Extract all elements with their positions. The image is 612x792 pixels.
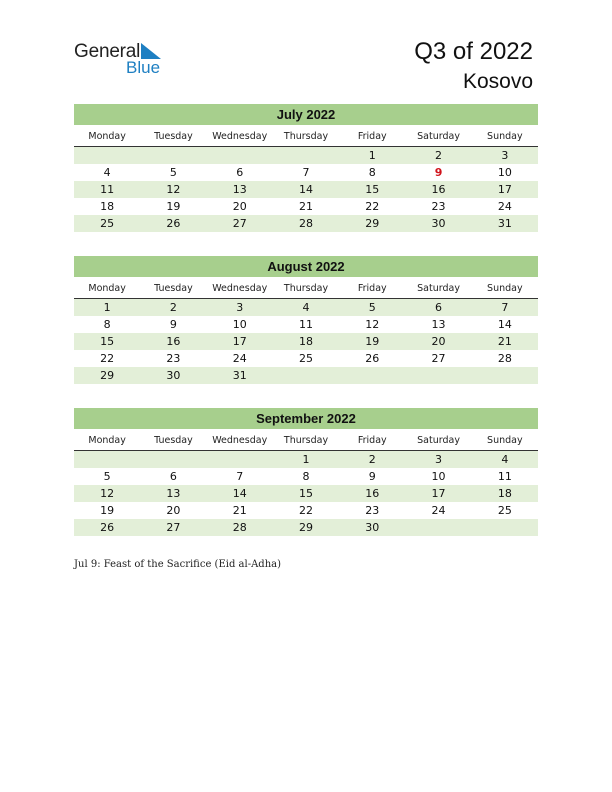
day-cell: 5 bbox=[368, 301, 376, 314]
weekday-label: Thursday bbox=[283, 131, 329, 142]
page-title: Q3 of 2022 bbox=[414, 38, 533, 65]
day-cell: 20 bbox=[166, 504, 181, 517]
week-row bbox=[74, 485, 538, 502]
day-cell: 17 bbox=[497, 183, 512, 196]
day-cell: 25 bbox=[298, 352, 313, 365]
day-cell: 8 bbox=[368, 166, 376, 179]
weekday-label: Wednesday bbox=[212, 131, 268, 142]
day-cell: 2 bbox=[435, 149, 443, 162]
day-cell: 13 bbox=[166, 487, 181, 500]
week-row bbox=[74, 333, 538, 350]
weekday-label: Monday bbox=[88, 283, 126, 294]
week-row bbox=[74, 147, 538, 164]
weekday-label: Tuesday bbox=[154, 435, 193, 446]
day-cell: 22 bbox=[298, 504, 313, 517]
week-row bbox=[74, 215, 538, 232]
day-cell: 8 bbox=[103, 318, 111, 331]
day-cell: 10 bbox=[431, 470, 446, 483]
month-title: July 2022 bbox=[74, 104, 538, 125]
weekday-label: Wednesday bbox=[212, 435, 268, 446]
weekday-label: Saturday bbox=[417, 283, 460, 294]
holiday-notes bbox=[74, 559, 281, 570]
day-cell: 26 bbox=[166, 217, 181, 230]
day-cell: 17 bbox=[232, 335, 247, 348]
day-cell: 16 bbox=[166, 335, 181, 348]
week-row bbox=[74, 519, 538, 536]
day-cell: 1 bbox=[302, 453, 310, 466]
day-cell: 24 bbox=[431, 504, 446, 517]
day-cell bbox=[140, 147, 206, 164]
day-cell: 25 bbox=[497, 504, 512, 517]
weekday-label: Saturday bbox=[417, 435, 460, 446]
day-cell bbox=[405, 519, 471, 536]
day-cell: 30 bbox=[166, 369, 181, 382]
day-cell: 12 bbox=[100, 487, 115, 500]
day-cell: 12 bbox=[166, 183, 181, 196]
weekday-label: Monday bbox=[88, 131, 126, 142]
day-cell: 26 bbox=[100, 521, 115, 534]
weekday-label: Friday bbox=[357, 283, 387, 294]
day-cell: 17 bbox=[431, 487, 446, 500]
day-cell: 9 bbox=[368, 470, 376, 483]
weekday-label: Tuesday bbox=[154, 131, 193, 142]
day-cell: 16 bbox=[431, 183, 446, 196]
day-cell: 31 bbox=[232, 369, 247, 382]
day-cell: 15 bbox=[100, 335, 115, 348]
day-cell: 15 bbox=[298, 487, 313, 500]
day-cell: 28 bbox=[232, 521, 247, 534]
day-cell: 7 bbox=[501, 301, 509, 314]
day-cell: 20 bbox=[232, 200, 247, 213]
day-cell: 24 bbox=[497, 200, 512, 213]
day-cell: 14 bbox=[232, 487, 247, 500]
page-subtitle: Kosovo bbox=[462, 70, 533, 93]
holiday-note: Jul 9: Feast of the Sacrifice (Eid al-Adha) bbox=[74, 559, 281, 570]
day-cell: 5 bbox=[169, 166, 177, 179]
day-cell: 4 bbox=[501, 453, 509, 466]
month-calendar-august bbox=[74, 256, 538, 384]
day-cell: 11 bbox=[100, 183, 115, 196]
day-cell bbox=[140, 451, 206, 468]
day-cell: 6 bbox=[169, 470, 177, 483]
day-cell: 3 bbox=[501, 149, 509, 162]
weekday-label: Thursday bbox=[283, 435, 329, 446]
week-row bbox=[74, 299, 538, 316]
day-cell: 27 bbox=[166, 521, 181, 534]
weekday-label: Wednesday bbox=[212, 283, 268, 294]
day-cell: 11 bbox=[497, 470, 512, 483]
day-cell: 21 bbox=[497, 335, 512, 348]
month-calendar-september bbox=[74, 408, 538, 536]
day-cell: 9 bbox=[434, 166, 443, 179]
weekday-label: Sunday bbox=[487, 131, 523, 142]
month-calendar-july bbox=[74, 104, 538, 232]
day-cell: 7 bbox=[236, 470, 244, 483]
day-cell bbox=[405, 367, 471, 384]
day-cell: 1 bbox=[103, 301, 111, 314]
day-cell: 22 bbox=[100, 352, 115, 365]
day-cell: 18 bbox=[497, 487, 512, 500]
day-cell: 23 bbox=[365, 504, 380, 517]
day-cell: 27 bbox=[232, 217, 247, 230]
day-cell: 30 bbox=[365, 521, 380, 534]
day-cell: 18 bbox=[100, 200, 115, 213]
day-cell: 10 bbox=[232, 318, 247, 331]
weekday-label: Sunday bbox=[487, 283, 523, 294]
day-cell bbox=[472, 519, 538, 536]
weeks-container bbox=[74, 147, 538, 232]
weeks-container bbox=[74, 451, 538, 536]
day-cell: 20 bbox=[431, 335, 446, 348]
day-cell: 16 bbox=[365, 487, 380, 500]
day-cell: 14 bbox=[497, 318, 512, 331]
day-cell: 29 bbox=[365, 217, 380, 230]
day-cell: 7 bbox=[302, 166, 310, 179]
weekday-label: Monday bbox=[88, 435, 126, 446]
day-cell: 30 bbox=[431, 217, 446, 230]
day-cell: 9 bbox=[169, 318, 177, 331]
day-cell: 14 bbox=[298, 183, 313, 196]
day-cell: 4 bbox=[103, 166, 111, 179]
month-title: August 2022 bbox=[74, 256, 538, 277]
day-cell: 18 bbox=[298, 335, 313, 348]
weeks-container bbox=[74, 299, 538, 384]
week-row bbox=[74, 350, 538, 367]
day-cell: 19 bbox=[365, 335, 380, 348]
weekday-label: Saturday bbox=[417, 131, 460, 142]
day-cell bbox=[273, 367, 339, 384]
day-cell bbox=[273, 147, 339, 164]
day-cell: 26 bbox=[365, 352, 380, 365]
week-row bbox=[74, 451, 538, 468]
day-cell: 10 bbox=[497, 166, 512, 179]
week-row bbox=[74, 164, 538, 181]
day-cell: 21 bbox=[298, 200, 313, 213]
day-cell: 13 bbox=[232, 183, 247, 196]
weekday-label: Thursday bbox=[283, 283, 329, 294]
day-cell: 23 bbox=[166, 352, 181, 365]
day-cell: 28 bbox=[298, 217, 313, 230]
weekday-header-row bbox=[74, 127, 538, 147]
weekday-label: Tuesday bbox=[154, 283, 193, 294]
day-cell bbox=[207, 147, 273, 164]
weekday-header-row bbox=[74, 431, 538, 451]
day-cell: 28 bbox=[497, 352, 512, 365]
day-cell: 4 bbox=[302, 301, 310, 314]
weekday-header-row bbox=[74, 279, 538, 299]
day-cell: 15 bbox=[365, 183, 380, 196]
day-cell: 8 bbox=[302, 470, 310, 483]
day-cell: 2 bbox=[169, 301, 177, 314]
day-cell: 6 bbox=[435, 301, 443, 314]
weekday-label: Friday bbox=[357, 435, 387, 446]
day-cell: 24 bbox=[232, 352, 247, 365]
day-cell bbox=[74, 451, 140, 468]
brand-word-general: General bbox=[74, 41, 141, 62]
weekday-label: Friday bbox=[357, 131, 387, 142]
day-cell: 29 bbox=[298, 521, 313, 534]
week-row bbox=[74, 181, 538, 198]
day-cell: 12 bbox=[365, 318, 380, 331]
day-cell: 21 bbox=[232, 504, 247, 517]
week-row bbox=[74, 367, 538, 384]
day-cell: 25 bbox=[100, 217, 115, 230]
brand-logo bbox=[74, 41, 184, 77]
day-cell: 31 bbox=[497, 217, 512, 230]
day-cell: 5 bbox=[103, 470, 111, 483]
day-cell: 29 bbox=[100, 369, 115, 382]
day-cell: 23 bbox=[431, 200, 446, 213]
day-cell: 22 bbox=[365, 200, 380, 213]
brand-word-blue: Blue bbox=[126, 58, 161, 77]
day-cell: 19 bbox=[166, 200, 181, 213]
week-row bbox=[74, 468, 538, 485]
week-row bbox=[74, 198, 538, 215]
day-cell: 19 bbox=[100, 504, 115, 517]
day-cell: 11 bbox=[298, 318, 313, 331]
weekday-label: Sunday bbox=[487, 435, 523, 446]
day-cell: 6 bbox=[236, 166, 244, 179]
day-cell: 2 bbox=[368, 453, 376, 466]
day-cell bbox=[339, 367, 405, 384]
day-cell: 13 bbox=[431, 318, 446, 331]
day-cell: 3 bbox=[236, 301, 244, 314]
day-cell: 27 bbox=[431, 352, 446, 365]
week-row bbox=[74, 316, 538, 333]
week-row bbox=[74, 502, 538, 519]
day-cell: 1 bbox=[368, 149, 376, 162]
day-cell: 3 bbox=[435, 453, 443, 466]
month-title: September 2022 bbox=[74, 408, 538, 429]
day-cell bbox=[207, 451, 273, 468]
day-cell bbox=[472, 367, 538, 384]
day-cell bbox=[74, 147, 140, 164]
